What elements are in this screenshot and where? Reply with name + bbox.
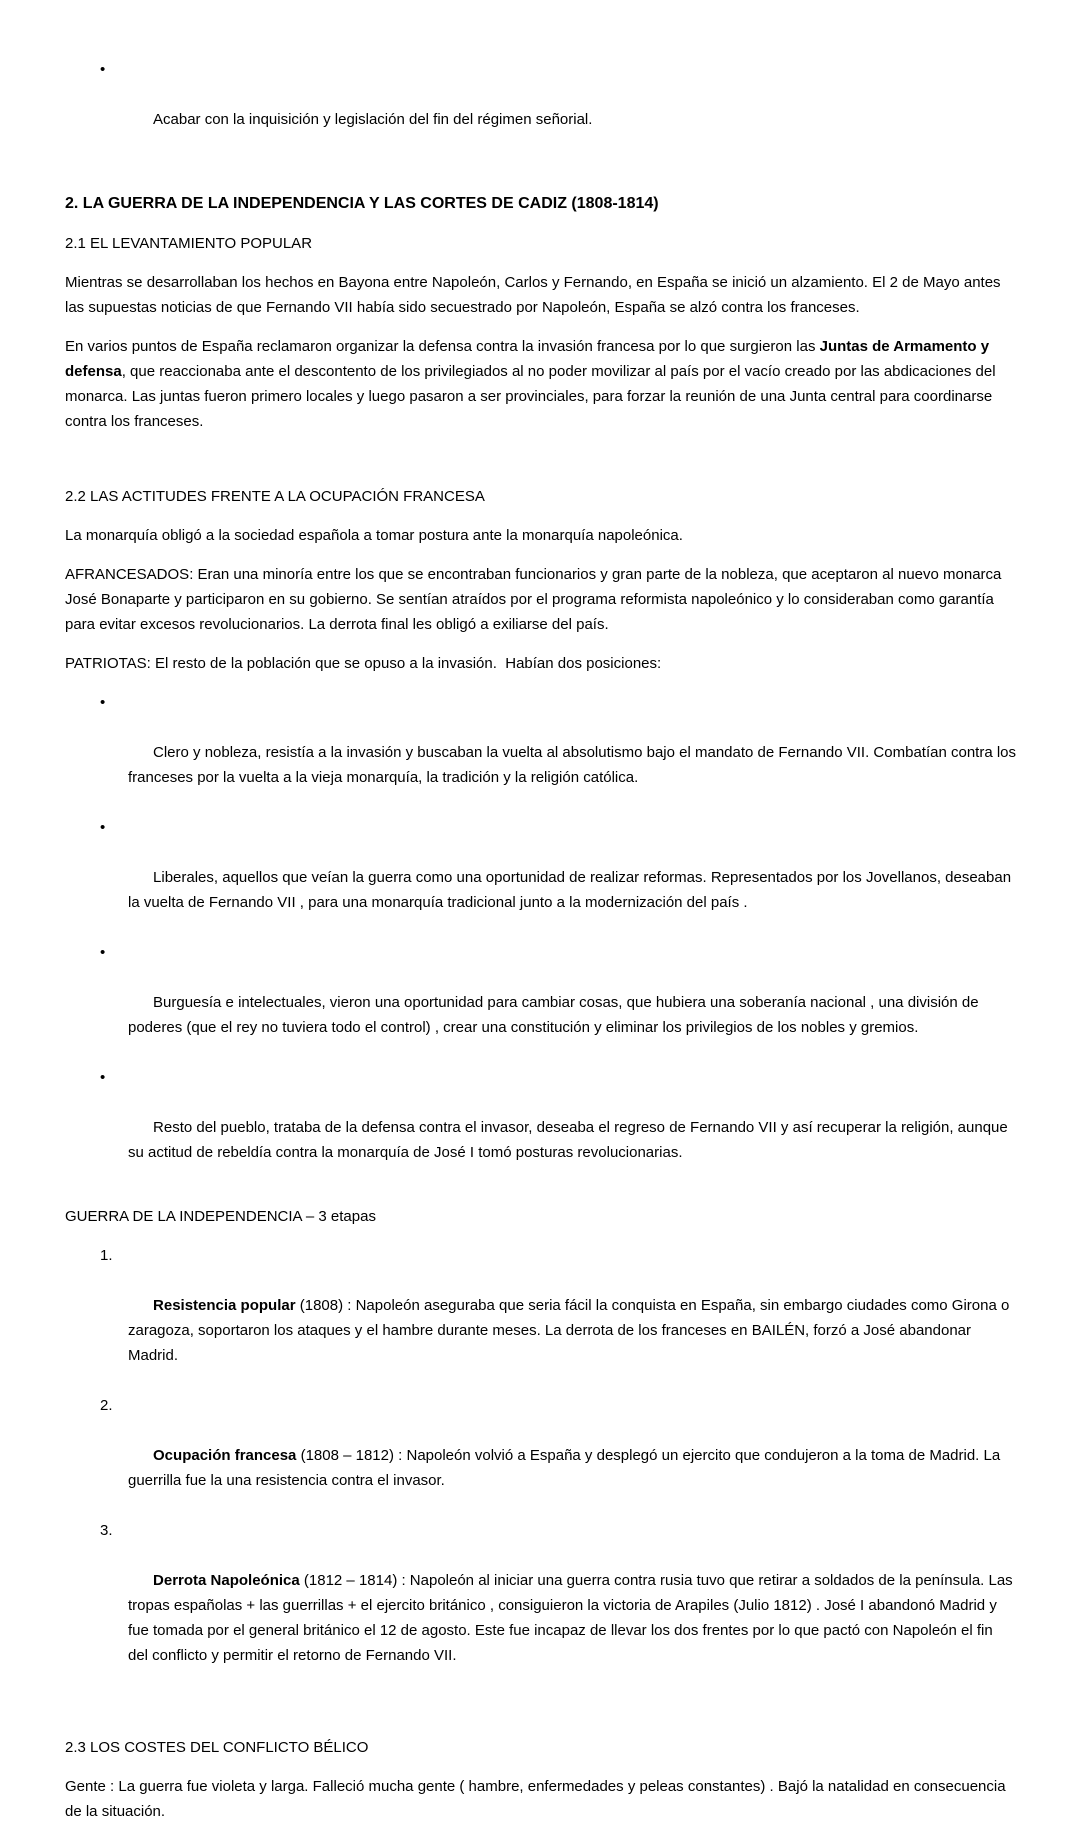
blank-line xyxy=(65,1707,1016,1735)
list-item-text: Acabar con la inquisición y legislación del fin del régimen señorial. xyxy=(153,111,593,128)
paragraph: PATRIOTAS: El resto de la población que se opuso a la invasión. Habían dos posiciones: xyxy=(65,655,662,672)
paragraph: AFRANCESADOS: Eran una minoría entre los que se encontraban funcionarios y gran parte de la nobleza, que aceptaron al nuevo monarca José Bonaparte y participaron en su gobierno. Se sentían atraídos por el programa reformista napoleónico y lo consideraban como garantía para evitar excesos revolucionarios. La derrota final les obligó a exiliarse del país. xyxy=(65,566,1006,633)
bullet-icon: • xyxy=(100,1069,106,1086)
list-item xyxy=(65,1065,1016,1190)
list-item xyxy=(65,690,1021,815)
list-item xyxy=(65,940,1016,1065)
paragraph: Mientras se desarrollaban los hechos en Bayona entre Napoleón, Carlos y Fernando, en España se inició un alzamiento. El 2 de Mayo antes las supuestas noticias de que Fernando VII había sido secuestrado por Napoleón, España se alzó contra los franceses. xyxy=(65,274,1005,316)
blank-line xyxy=(65,448,1016,484)
positions-bullet-list xyxy=(65,690,1021,1190)
paragraph-text: , que reaccionaba ante el descontento de los privilegiados al no poder movilizar al país por el vacío creado por las abdicaciones del monarca. Las juntas fueron primero locales y luego pasaron a ser provinciales, para forzar la reunión de una Junta central para coordinarse contra los franceses. xyxy=(65,363,1000,430)
paragraph: Gente : La guerra fue violeta y larga. Falleció mucha gente ( hambre, enfermedades y peleas constantes) . Bajó la natalidad en consecuencia de la situación. xyxy=(65,1778,1010,1820)
bullet-icon: • xyxy=(100,944,106,961)
list-item-text: (1808 – 1812) : Napoleón volvió a España y desplegó un ejercito que condujeron a la toma de Madrid. La guerrilla fue la una resistencia contra el invasor. xyxy=(128,1447,1005,1489)
bold-run: Ocupación francesa xyxy=(153,1447,297,1464)
section-2-1-heading: 2.1 EL LEVANTAMIENTO POPULAR xyxy=(65,235,313,252)
list-item-text: Resto del pueblo, trataba de la defensa contra el invasor, deseaba el regreso de Fernando VII y así recuperar la religión, aunque su actitud de rebeldía contra la monarquía de José I tomó posturas revolucionarias. xyxy=(128,1119,1012,1161)
list-item-text: (1812 – 1814) : Napoleón al iniciar una guerra contra rusia tuvo que retirar a soldados de la península. Las tropas españolas + las guerrillas + el ejercito británico , consiguieron la victoria de Arapiles (Julio 1812) . José I abandonó Madrid y fue tomada por el general británico el 12 de agosto. Este fue incapaz de llevar los dos frentes por lo que pactó con Napoleón el fin del conflicto y permitir el retorno de Fernando VII. xyxy=(128,1572,1017,1664)
bullet-icon: • xyxy=(100,694,106,711)
list-number: 2. xyxy=(100,1397,113,1414)
bold-run: Resistencia popular xyxy=(153,1297,296,1314)
section-2-3-heading: 2.3 LOS COSTES DEL CONFLICTO BÉLICO xyxy=(65,1739,369,1756)
etapas-title: GUERRA DE LA INDEPENDENCIA – 3 etapas xyxy=(65,1208,376,1225)
section-2-2-heading: 2.2 LAS ACTITUDES FRENTE A LA OCUPACIÓN FRANCESA xyxy=(65,488,485,505)
bullet-icon: • xyxy=(100,819,106,836)
bold-run: Juntas de Armamento y defensa xyxy=(65,338,994,380)
list-item xyxy=(65,1243,1016,1393)
list-item-text: Burguesía e intelectuales, vieron una oportunidad para cambiar cosas, que hubiera una soberanía nacional , una división de poderes (que el rey no tuviera todo el control) , crear una constitución y eliminar los privilegios de los nobles y gremios. xyxy=(128,994,983,1036)
list-item xyxy=(65,815,1016,940)
list-number: 1. xyxy=(100,1247,113,1264)
list-item xyxy=(65,57,1016,157)
paragraph-text: En varios puntos de España reclamaron organizar la defensa contra la invasión francesa por lo que surgieron las xyxy=(65,338,820,355)
bullet-icon: • xyxy=(100,61,106,78)
list-item-text: Clero y nobleza, resistía a la invasión y buscaban la vuelta al absolutismo bajo el mandato de Fernando VII. Combatían contra los franceses por la vuelta a la vieja monarquía, la tradición y la religión católica. xyxy=(128,744,1021,786)
main-heading: 2. LA GUERRA DE LA INDEPENDENCIA Y LAS CORTES DE CADIZ (1808-1814) xyxy=(65,195,659,212)
paragraph xyxy=(65,334,1016,434)
list-item xyxy=(65,1518,1016,1693)
list-item-text: (1808) : Napoleón aseguraba que seria fácil la conquista en España, sin embargo ciudades como Girona o zaragoza, soportaron los ataques y el hambre durante meses. La derrota de los franceses en BAILÉN, forzó a José abandonar Madrid. xyxy=(128,1297,1014,1364)
intro-bullet-list xyxy=(65,57,1016,157)
etapas-numbered-list xyxy=(65,1243,1016,1693)
list-item-text: Liberales, aquellos que veían la guerra como una oportunidad de realizar reformas. Representados por los Jovellanos, deseaban la vuelta de Fernando VII , para una monarquía tradicional junto a la modernización del país . xyxy=(128,869,1016,911)
bold-run: Derrota Napoleónica xyxy=(153,1572,300,1589)
list-item xyxy=(65,1393,1016,1518)
paragraph: La monarquía obligó a la sociedad española a tomar postura ante la monarquía napoleónica. xyxy=(65,527,683,544)
list-number: 3. xyxy=(100,1522,113,1539)
